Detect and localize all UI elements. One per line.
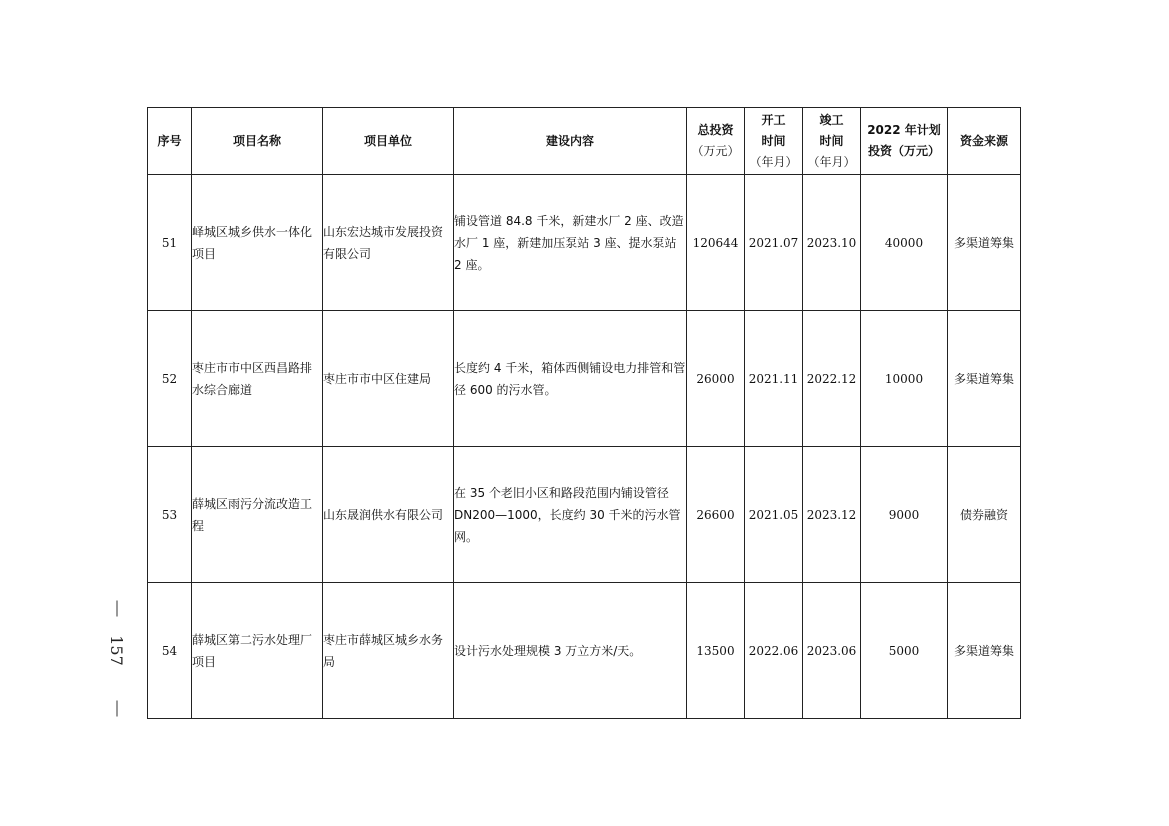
cell-invest: 13500 — [687, 583, 745, 719]
cell-invest: 120644 — [687, 175, 745, 311]
table-row — [148, 311, 1021, 447]
cell-start: 2021.07 — [745, 175, 803, 311]
cell-start: 2021.11 — [745, 311, 803, 447]
cell-plan: 40000 — [861, 175, 948, 311]
page-number-text: 157 — [106, 634, 126, 666]
header-invest: 总投资 （万元） — [687, 108, 745, 175]
header-unit: 项目单位 — [323, 108, 454, 175]
cell-seq: 53 — [148, 447, 192, 583]
cell-end: 2023.10 — [803, 175, 861, 311]
header-start: 开工 时间 （年月） — [745, 108, 803, 175]
cell-end: 2023.06 — [803, 583, 861, 719]
cell-name: 薛城区第二污水处理厂项目 — [192, 583, 323, 719]
cell-source: 多渠道筹集 — [948, 311, 1021, 447]
page-number — [102, 600, 130, 700]
table-row — [148, 447, 1021, 583]
cell-start: 2021.05 — [745, 447, 803, 583]
cell-plan: 9000 — [861, 447, 948, 583]
cell-seq: 52 — [148, 311, 192, 447]
header-end: 竣工 时间 （年月） — [803, 108, 861, 175]
cell-source: 多渠道筹集 — [948, 583, 1021, 719]
cell-seq: 51 — [148, 175, 192, 311]
header-source: 资金来源 — [948, 108, 1021, 175]
cell-source: 债券融资 — [948, 447, 1021, 583]
cell-content: 在 35 个老旧小区和路段范围内铺设管径 DN200—1000，长度约 30 千米的污水管网。 — [454, 447, 687, 583]
cell-unit: 山东晟润供水有限公司 — [323, 447, 454, 583]
header-seq: 序号 — [148, 108, 192, 175]
cell-plan: 10000 — [861, 311, 948, 447]
cell-start: 2022.06 — [745, 583, 803, 719]
cell-source: 多渠道筹集 — [948, 175, 1021, 311]
cell-content: 铺设管道 84.8 千米，新建水厂 2 座、改造水厂 1 座，新建加压泵站 3 座、提水泵站 2 座。 — [454, 175, 687, 311]
table-row — [148, 583, 1021, 719]
header-name: 项目名称 — [192, 108, 323, 175]
cell-plan: 5000 — [861, 583, 948, 719]
cell-invest: 26600 — [687, 447, 745, 583]
cell-invest: 26000 — [687, 311, 745, 447]
cell-content: 长度约 4 千米，箱体西侧铺设电力排管和管径 600 的污水管。 — [454, 311, 687, 447]
project-table — [147, 107, 1021, 719]
cell-end: 2022.12 — [803, 311, 861, 447]
table-row — [148, 175, 1021, 311]
header-plan: 2022 年计划 投资（万元） — [861, 108, 948, 175]
cell-end: 2023.12 — [803, 447, 861, 583]
cell-content: 设计污水处理规模 3 万立方米/天。 — [454, 583, 687, 719]
cell-unit: 枣庄市市中区住建局 — [323, 311, 454, 447]
cell-name: 峄城区城乡供水一体化项目 — [192, 175, 323, 311]
table-header-row — [148, 108, 1021, 175]
header-content: 建设内容 — [454, 108, 687, 175]
cell-seq: 54 — [148, 583, 192, 719]
cell-name: 枣庄市市中区西昌路排水综合廊道 — [192, 311, 323, 447]
cell-unit: 枣庄市薛城区城乡水务局 — [323, 583, 454, 719]
cell-name: 薛城区雨污分流改造工程 — [192, 447, 323, 583]
cell-unit: 山东宏达城市发展投资有限公司 — [323, 175, 454, 311]
